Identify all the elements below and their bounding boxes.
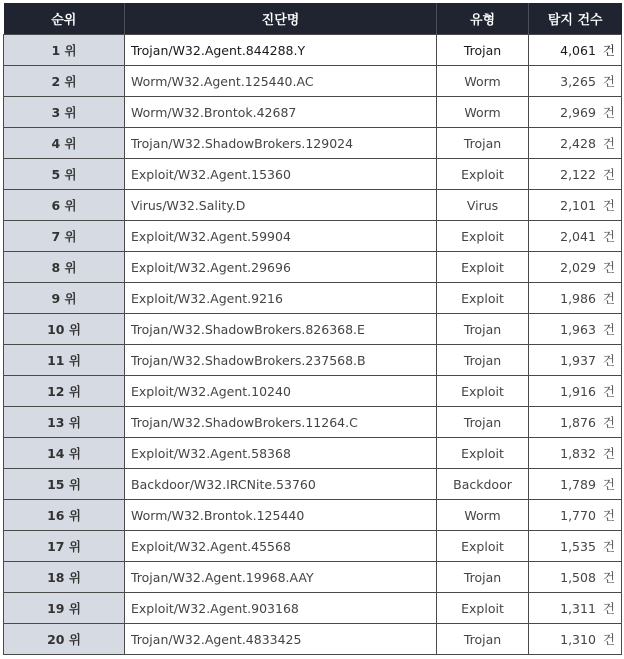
header-count: 탐지 건수 [529,3,622,35]
table-row [4,407,622,438]
detection-count-value: 1,789 [560,477,596,492]
detection-name-cell: Backdoor/W32.IRCNite.53760 [125,469,437,500]
detection-count-unit: 건 [602,322,615,337]
detection-name-cell: Exploit/W32.Agent.9216 [125,283,437,314]
detection-count-value: 1,770 [560,508,596,523]
detection-count-value: 1,535 [560,539,596,554]
rank-cell: 20 위 [4,624,125,655]
detection-count-unit: 건 [602,570,615,585]
detection-count-value: 2,041 [560,229,596,244]
detection-name-cell: Exploit/W32.Agent.10240 [125,376,437,407]
table-row [4,562,622,593]
detection-count-value: 2,101 [560,198,596,213]
detection-count-unit: 건 [602,198,615,213]
detection-count-value: 1,916 [560,384,596,399]
detection-count-cell [529,593,622,624]
detection-count-value: 1,876 [560,415,596,430]
detection-count-cell [529,314,622,345]
detection-ranking-table [3,3,622,655]
detection-count-value: 2,428 [560,136,596,151]
header-rank: 순위 [4,3,125,35]
table-row [4,66,622,97]
rank-cell: 18 위 [4,562,125,593]
malware-type-cell: Exploit [437,593,529,624]
rank-cell: 19 위 [4,593,125,624]
detection-count-value: 2,029 [560,260,596,275]
malware-type-cell: Exploit [437,159,529,190]
malware-type-cell: Trojan [437,624,529,655]
malware-type-cell: Trojan [437,345,529,376]
detection-count-cell [529,562,622,593]
detection-name-cell: Trojan/W32.Agent.4833425 [125,624,437,655]
detection-count-value: 2,122 [560,167,596,182]
detection-count-cell [529,190,622,221]
detection-count-value: 1,963 [560,322,596,337]
rank-cell: 2 위 [4,66,125,97]
table-row [4,531,622,562]
detection-count-unit: 건 [602,601,615,616]
malware-type-cell: Exploit [437,283,529,314]
rank-cell: 8 위 [4,252,125,283]
detection-count-value: 1,508 [560,570,596,585]
detection-count-cell [529,469,622,500]
header-row [4,3,622,35]
malware-type-cell: Trojan [437,35,529,66]
rank-cell: 7 위 [4,221,125,252]
table-row [4,345,622,376]
rank-cell: 9 위 [4,283,125,314]
detection-count-value: 1,986 [560,291,596,306]
table-row [4,97,622,128]
detection-count-cell [529,221,622,252]
table-row [4,593,622,624]
table-row [4,376,622,407]
rank-cell: 13 위 [4,407,125,438]
detection-count-unit: 건 [602,74,615,89]
detection-count-cell [529,128,622,159]
malware-type-cell: Worm [437,500,529,531]
detection-count-unit: 건 [602,43,615,58]
detection-count-cell [529,624,622,655]
detection-name-cell: Worm/W32.Brontok.125440 [125,500,437,531]
detection-count-unit: 건 [602,260,615,275]
malware-type-cell: Trojan [437,562,529,593]
detection-count-value: 4,061 [560,43,596,58]
malware-type-cell: Trojan [437,128,529,159]
detection-name-cell: Exploit/W32.Agent.59904 [125,221,437,252]
malware-type-cell: Exploit [437,531,529,562]
rank-cell: 4 위 [4,128,125,159]
detection-count-cell [529,66,622,97]
rank-cell: 5 위 [4,159,125,190]
table-row [4,252,622,283]
table-row [4,500,622,531]
detection-ranking-table-wrapper [3,3,621,655]
rank-cell: 1 위 [4,35,125,66]
table-row [4,438,622,469]
detection-count-unit: 건 [602,632,615,647]
detection-count-unit: 건 [602,105,615,120]
detection-count-cell [529,252,622,283]
detection-count-unit: 건 [602,477,615,492]
rank-cell: 3 위 [4,97,125,128]
table-row [4,624,622,655]
detection-count-unit: 건 [602,415,615,430]
detection-count-unit: 건 [602,167,615,182]
rank-cell: 10 위 [4,314,125,345]
detection-name-cell: Trojan/W32.ShadowBrokers.11264.C [125,407,437,438]
detection-count-cell [529,531,622,562]
detection-count-cell [529,97,622,128]
detection-count-value: 1,832 [560,446,596,461]
detection-count-cell [529,283,622,314]
malware-type-cell: Worm [437,66,529,97]
detection-name-cell: Exploit/W32.Agent.15360 [125,159,437,190]
rank-cell: 11 위 [4,345,125,376]
detection-name-cell: Virus/W32.Sality.D [125,190,437,221]
table-row [4,283,622,314]
detection-name-cell: Trojan/W32.ShadowBrokers.237568.B [125,345,437,376]
malware-type-cell: Exploit [437,252,529,283]
detection-name-cell: Worm/W32.Agent.125440.AC [125,66,437,97]
detection-count-unit: 건 [602,384,615,399]
detection-name-cell: Worm/W32.Brontok.42687 [125,97,437,128]
malware-type-cell: Backdoor [437,469,529,500]
table-row [4,35,622,66]
malware-type-cell: Exploit [437,376,529,407]
table-body [4,35,622,655]
detection-count-cell [529,407,622,438]
table-row [4,190,622,221]
rank-cell: 14 위 [4,438,125,469]
detection-count-unit: 건 [602,136,615,151]
rank-cell: 15 위 [4,469,125,500]
detection-count-unit: 건 [602,353,615,368]
detection-name-cell: Trojan/W32.ShadowBrokers.129024 [125,128,437,159]
detection-name-cell: Exploit/W32.Agent.29696 [125,252,437,283]
table-row [4,314,622,345]
detection-count-cell [529,438,622,469]
malware-type-cell: Worm [437,97,529,128]
header-name: 진단명 [125,3,437,35]
malware-type-cell: Exploit [437,221,529,252]
detection-name-cell: Exploit/W32.Agent.903168 [125,593,437,624]
detection-count-value: 3,265 [560,74,596,89]
detection-count-value: 1,311 [560,601,596,616]
detection-count-unit: 건 [602,291,615,306]
table-row [4,159,622,190]
detection-name-cell: Trojan/W32.ShadowBrokers.826368.E [125,314,437,345]
detection-count-unit: 건 [602,446,615,461]
detection-name-cell: Trojan/W32.Agent.844288.Y [125,35,437,66]
detection-count-value: 1,937 [560,353,596,368]
table-row [4,128,622,159]
rank-cell: 16 위 [4,500,125,531]
detection-count-value: 1,310 [560,632,596,647]
table-header [4,3,622,35]
detection-count-cell [529,159,622,190]
detection-name-cell: Exploit/W32.Agent.45568 [125,531,437,562]
detection-name-cell: Trojan/W32.Agent.19968.AAY [125,562,437,593]
detection-count-unit: 건 [602,508,615,523]
table-row [4,221,622,252]
detection-count-unit: 건 [602,539,615,554]
rank-cell: 12 위 [4,376,125,407]
malware-type-cell: Exploit [437,438,529,469]
detection-count-cell [529,500,622,531]
header-type: 유형 [437,3,529,35]
malware-type-cell: Virus [437,190,529,221]
malware-type-cell: Trojan [437,407,529,438]
detection-count-cell [529,376,622,407]
table-row [4,469,622,500]
rank-cell: 6 위 [4,190,125,221]
malware-type-cell: Trojan [437,314,529,345]
detection-name-cell: Exploit/W32.Agent.58368 [125,438,437,469]
detection-count-cell [529,35,622,66]
detection-count-unit: 건 [602,229,615,244]
detection-count-value: 2,969 [560,105,596,120]
detection-count-cell [529,345,622,376]
rank-cell: 17 위 [4,531,125,562]
